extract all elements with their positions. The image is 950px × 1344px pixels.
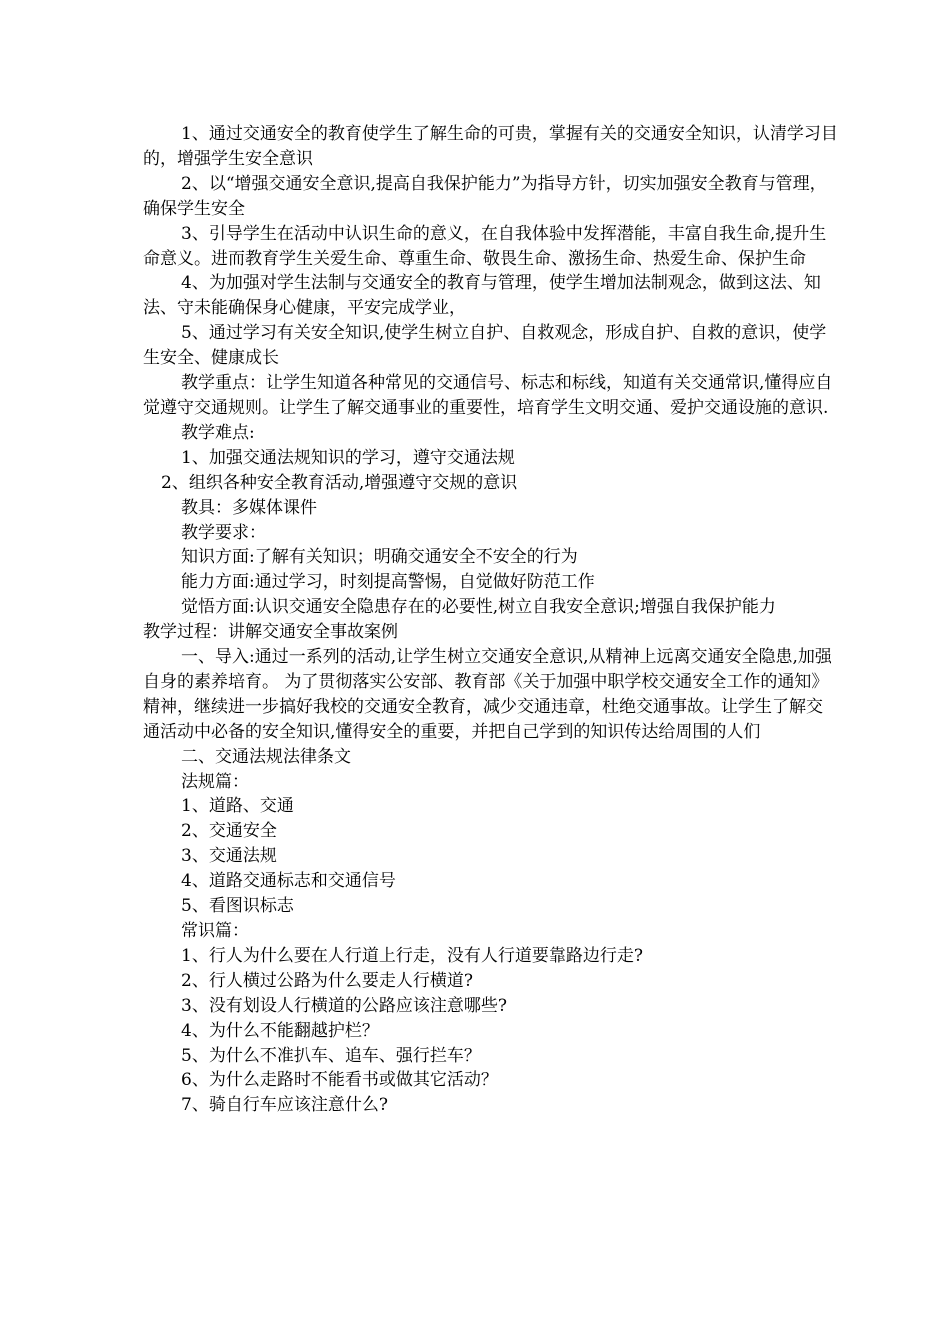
list-item: 3、交通法规 bbox=[181, 846, 277, 867]
list-item: 6、为什么走路时不能看书或做其它活动？ bbox=[181, 1070, 498, 1091]
teaching-focus: 教学重点：让学生知道各种常见的交通信号、标志和标线，知道有关交通常识,懂得应自觉遵守交通规则。让学生了解交通事业的重要性，培育学生文明交通、爱护交通设施的意识. bbox=[143, 373, 833, 418]
common-sense-subheading: 常识篇： bbox=[181, 921, 249, 941]
list-item: 2、交通安全 bbox=[181, 821, 277, 842]
list-item: 5、为什么不准扒车、追车、强行拦车？ bbox=[181, 1045, 481, 1066]
list-item: 1、道路、交通 bbox=[181, 796, 294, 817]
list-item: 3、没有划设人行横道的公路应该注意哪些? bbox=[181, 995, 507, 1016]
requirement-knowledge: 知识方面:了解有关知识；明确交通安全不安全的行为 bbox=[181, 547, 578, 568]
paragraph-1: 1、通过交通安全的教育使学生了解生命的可贵，掌握有关的交通安全知识，认清学习目的，增强学生安全意识 bbox=[143, 124, 838, 169]
difficulty-item-2: 2、组织各种安全教育活动,增强遵守交规的意识 bbox=[161, 472, 518, 493]
teaching-tools: 教具：多媒体课件 bbox=[181, 497, 317, 518]
requirement-awareness: 觉悟方面:认识交通安全隐患存在的必要性,树立自我安全意识;增强自我保护能力 bbox=[181, 597, 776, 618]
difficulty-item-1: 1、加强交通法规知识的学习，遵守交通法规 bbox=[181, 447, 515, 468]
section-introduction: 一、导入:通过一系列的活动,让学生树立交通安全意识,从精神上远离交通安全隐患,加强自身的素养培育。 为了贯彻落实公安部、教育部《关于加强中职学校交通安全工作的通知》精神，继续进一步搞好我校的交通安全教育，减少交通违章，杜绝交通事故。让学生了解交通活动中必备的安全知识,懂得安全的重要，并把自己学到的知识传达给周围的人们 bbox=[143, 647, 832, 742]
paragraph-2: 2、以“增强交通安全意识,提高自我保护能力”为指导方针，切实加强安全教育与管理，确保学生安全 bbox=[143, 173, 827, 219]
section-regulations-heading: 二、交通法规法律条文 bbox=[181, 746, 351, 767]
teaching-process-heading: 教学过程：讲解交通安全事故案例 bbox=[143, 622, 398, 643]
paragraph-3: 3、引导学生在活动中认识生命的意义，在自我体验中发挥潜能，丰富自我生命,提升生命意义。进而教育学生关爱生命、尊重生命、敬畏生命、激扬生命、热爱生命、保护生命 bbox=[143, 223, 827, 269]
list-item: 7、骑自行车应该注意什么? bbox=[181, 1095, 388, 1116]
list-item: 1、行人为什么要在人行道上行走，没有人行道要靠路边行走? bbox=[181, 945, 643, 966]
teaching-difficulty-heading: 教学难点: bbox=[181, 422, 255, 443]
requirement-ability: 能力方面:通过学习，时刻提高警惕，自觉做好防范工作 bbox=[181, 572, 595, 593]
teaching-requirements-heading: 教学要求： bbox=[181, 522, 266, 543]
list-item: 4、道路交通标志和交通信号 bbox=[181, 871, 396, 892]
paragraph-4: 4、为加强对学生法制与交通安全的教育与管理，使学生增加法制观念，做到这法、知法、守未能确保身心健康，平安完成学业， bbox=[143, 273, 821, 319]
list-item: 4、为什么不能翻越护栏？ bbox=[181, 1020, 379, 1041]
list-item: 2、行人横过公路为什么要走人行横道? bbox=[181, 970, 473, 991]
paragraph-5: 5、通过学习有关安全知识,使学生树立自护、自救观念，形成自护、自救的意识，使学生安全、健康成长 bbox=[143, 323, 827, 369]
document-body bbox=[143, 122, 838, 1118]
regulations-subheading: 法规篇： bbox=[181, 771, 249, 792]
list-item: 5、看图识标志 bbox=[181, 896, 294, 917]
